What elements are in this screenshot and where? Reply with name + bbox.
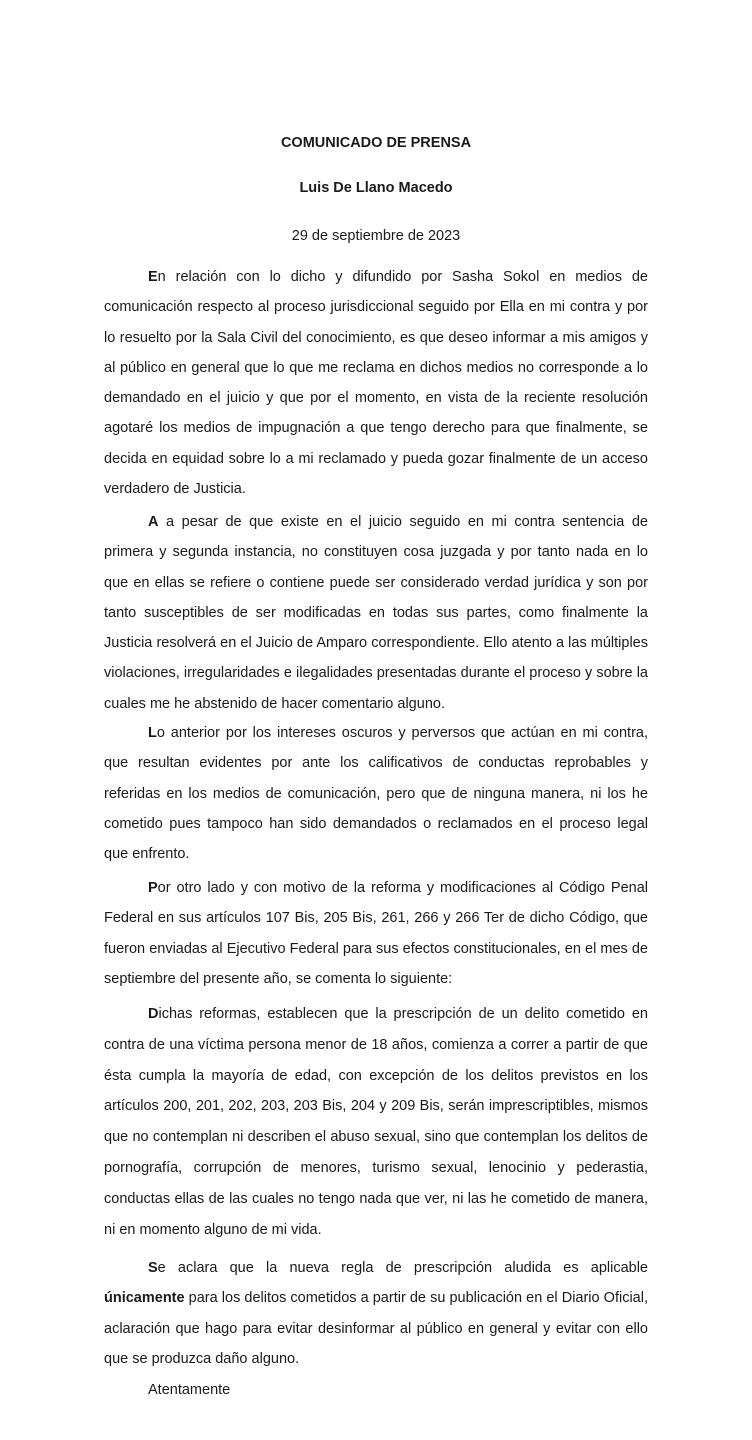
paragraph-2-lead: A xyxy=(148,514,159,530)
author-name: Luis De Llano Macedo xyxy=(299,180,453,196)
paragraph-6-text: e aclara que la nueva regla de prescripción aludida es aplicable xyxy=(157,1260,648,1276)
paragraph-3-lead: L xyxy=(148,725,157,741)
paragraph-1-text: n relación con lo dicho y difundido por Sasha Sokol en medios de comunicación respecto al proceso jurisdiccional seguido por Ella en mi contra y por lo resuelto por la Sala Civil del conocimiento, es que deseo informar a mis amigos y al público en general que lo que me reclama en dichos medios no corresponde a lo demandado en el juicio y que por el momento, en vista de la reciente resolución agotaré los medios de impugnación a que tengo derecho para que finalmente, se decida en equidad sobre lo a mi reclamado y pueda gozar finalmente de un acceso verdadero de Justicia. xyxy=(104,269,648,498)
paragraph-5 xyxy=(104,999,648,1245)
paragraph-4-lead: P xyxy=(148,880,158,896)
paragraph-6-bold-word: únicamente xyxy=(104,1290,185,1307)
paragraph-2-text: a pesar de que existe en el juicio seguido en mi contra sentencia de primera y segunda instancia, no constituyen cosa juzgada y por tanto nada en lo que en ellas se refiere o contiene puede ser considerado verdad jurídica y son por tanto susceptibles de ser modificadas en todas sus partes, como finalmente la Justicia resolverá en el Juicio de Amparo correspondiente. Ello atento a las múltiples violaciones, irregularidades e ilegalidades presentadas durante el proceso y sobre la cuales me he abstenido de hacer comentario alguno. xyxy=(104,514,648,712)
paragraph-5-text: ichas reformas, establecen que la prescripción de un delito cometido en contra de una víctima persona menor de 18 años, comienza a correr a partir de que ésta cumpla la mayoría de edad, con excepción de los delitos previstos en los artículos 200, 201, 202, 203, 203 Bis, 204 y 209 Bis, serán imprescriptibles, mismos que no contemplan ni describen el abuso sexual, sino que contemplan los delitos de pornografía, corrupción de menores, turismo sexual, lenocinio y pederastia, conductas ellas de las cuales no tengo nada que ver, ni las he cometido de manera, ni en momento alguno de mi vida. xyxy=(104,1006,648,1238)
paragraph-3 xyxy=(104,718,648,869)
paragraph-1 xyxy=(104,262,648,504)
paragraph-5-lead: D xyxy=(148,1006,159,1022)
paragraph-6-text-after: para los delitos cometidos a partir de su publicación en el Diario Oficial, aclaración que hago para evitar desinformar al público en general y evitar con ello que se produzca daño alguno. xyxy=(104,1290,648,1367)
paragraph-2 xyxy=(104,507,648,719)
paragraph-6 xyxy=(104,1253,648,1374)
paragraph-6-lead: S xyxy=(148,1260,158,1276)
paragraph-1-lead: E xyxy=(148,269,158,285)
paragraph-3-text: o anterior por los intereses oscuros y perversos que actúan en mi contra, que resultan evidentes por ante los calificativos de conductas reprobables y referidas en los medios de comunicación, pero que de ninguna manera, ni los he cometido pues tampoco han sido demandados o reclamados en el proceso legal que enfrento. xyxy=(104,725,648,863)
closing-salutation: Atentamente xyxy=(148,1382,231,1398)
paragraph-4-text: or otro lado y con motivo de la reforma y modificaciones al Código Penal Federal en sus artículos 107 Bis, 205 Bis, 261, 266 y 266 Ter de dicho Código, que fueron enviadas al Ejecutivo Federal para sus efectos constitucionales, en el mes de septiembre del presente año, se comenta lo siguiente: xyxy=(104,880,648,987)
document-date: 29 de septiembre de 2023 xyxy=(291,228,461,244)
paragraph-4 xyxy=(104,873,648,994)
document-title: COMUNICADO DE PRENSA xyxy=(280,135,472,151)
